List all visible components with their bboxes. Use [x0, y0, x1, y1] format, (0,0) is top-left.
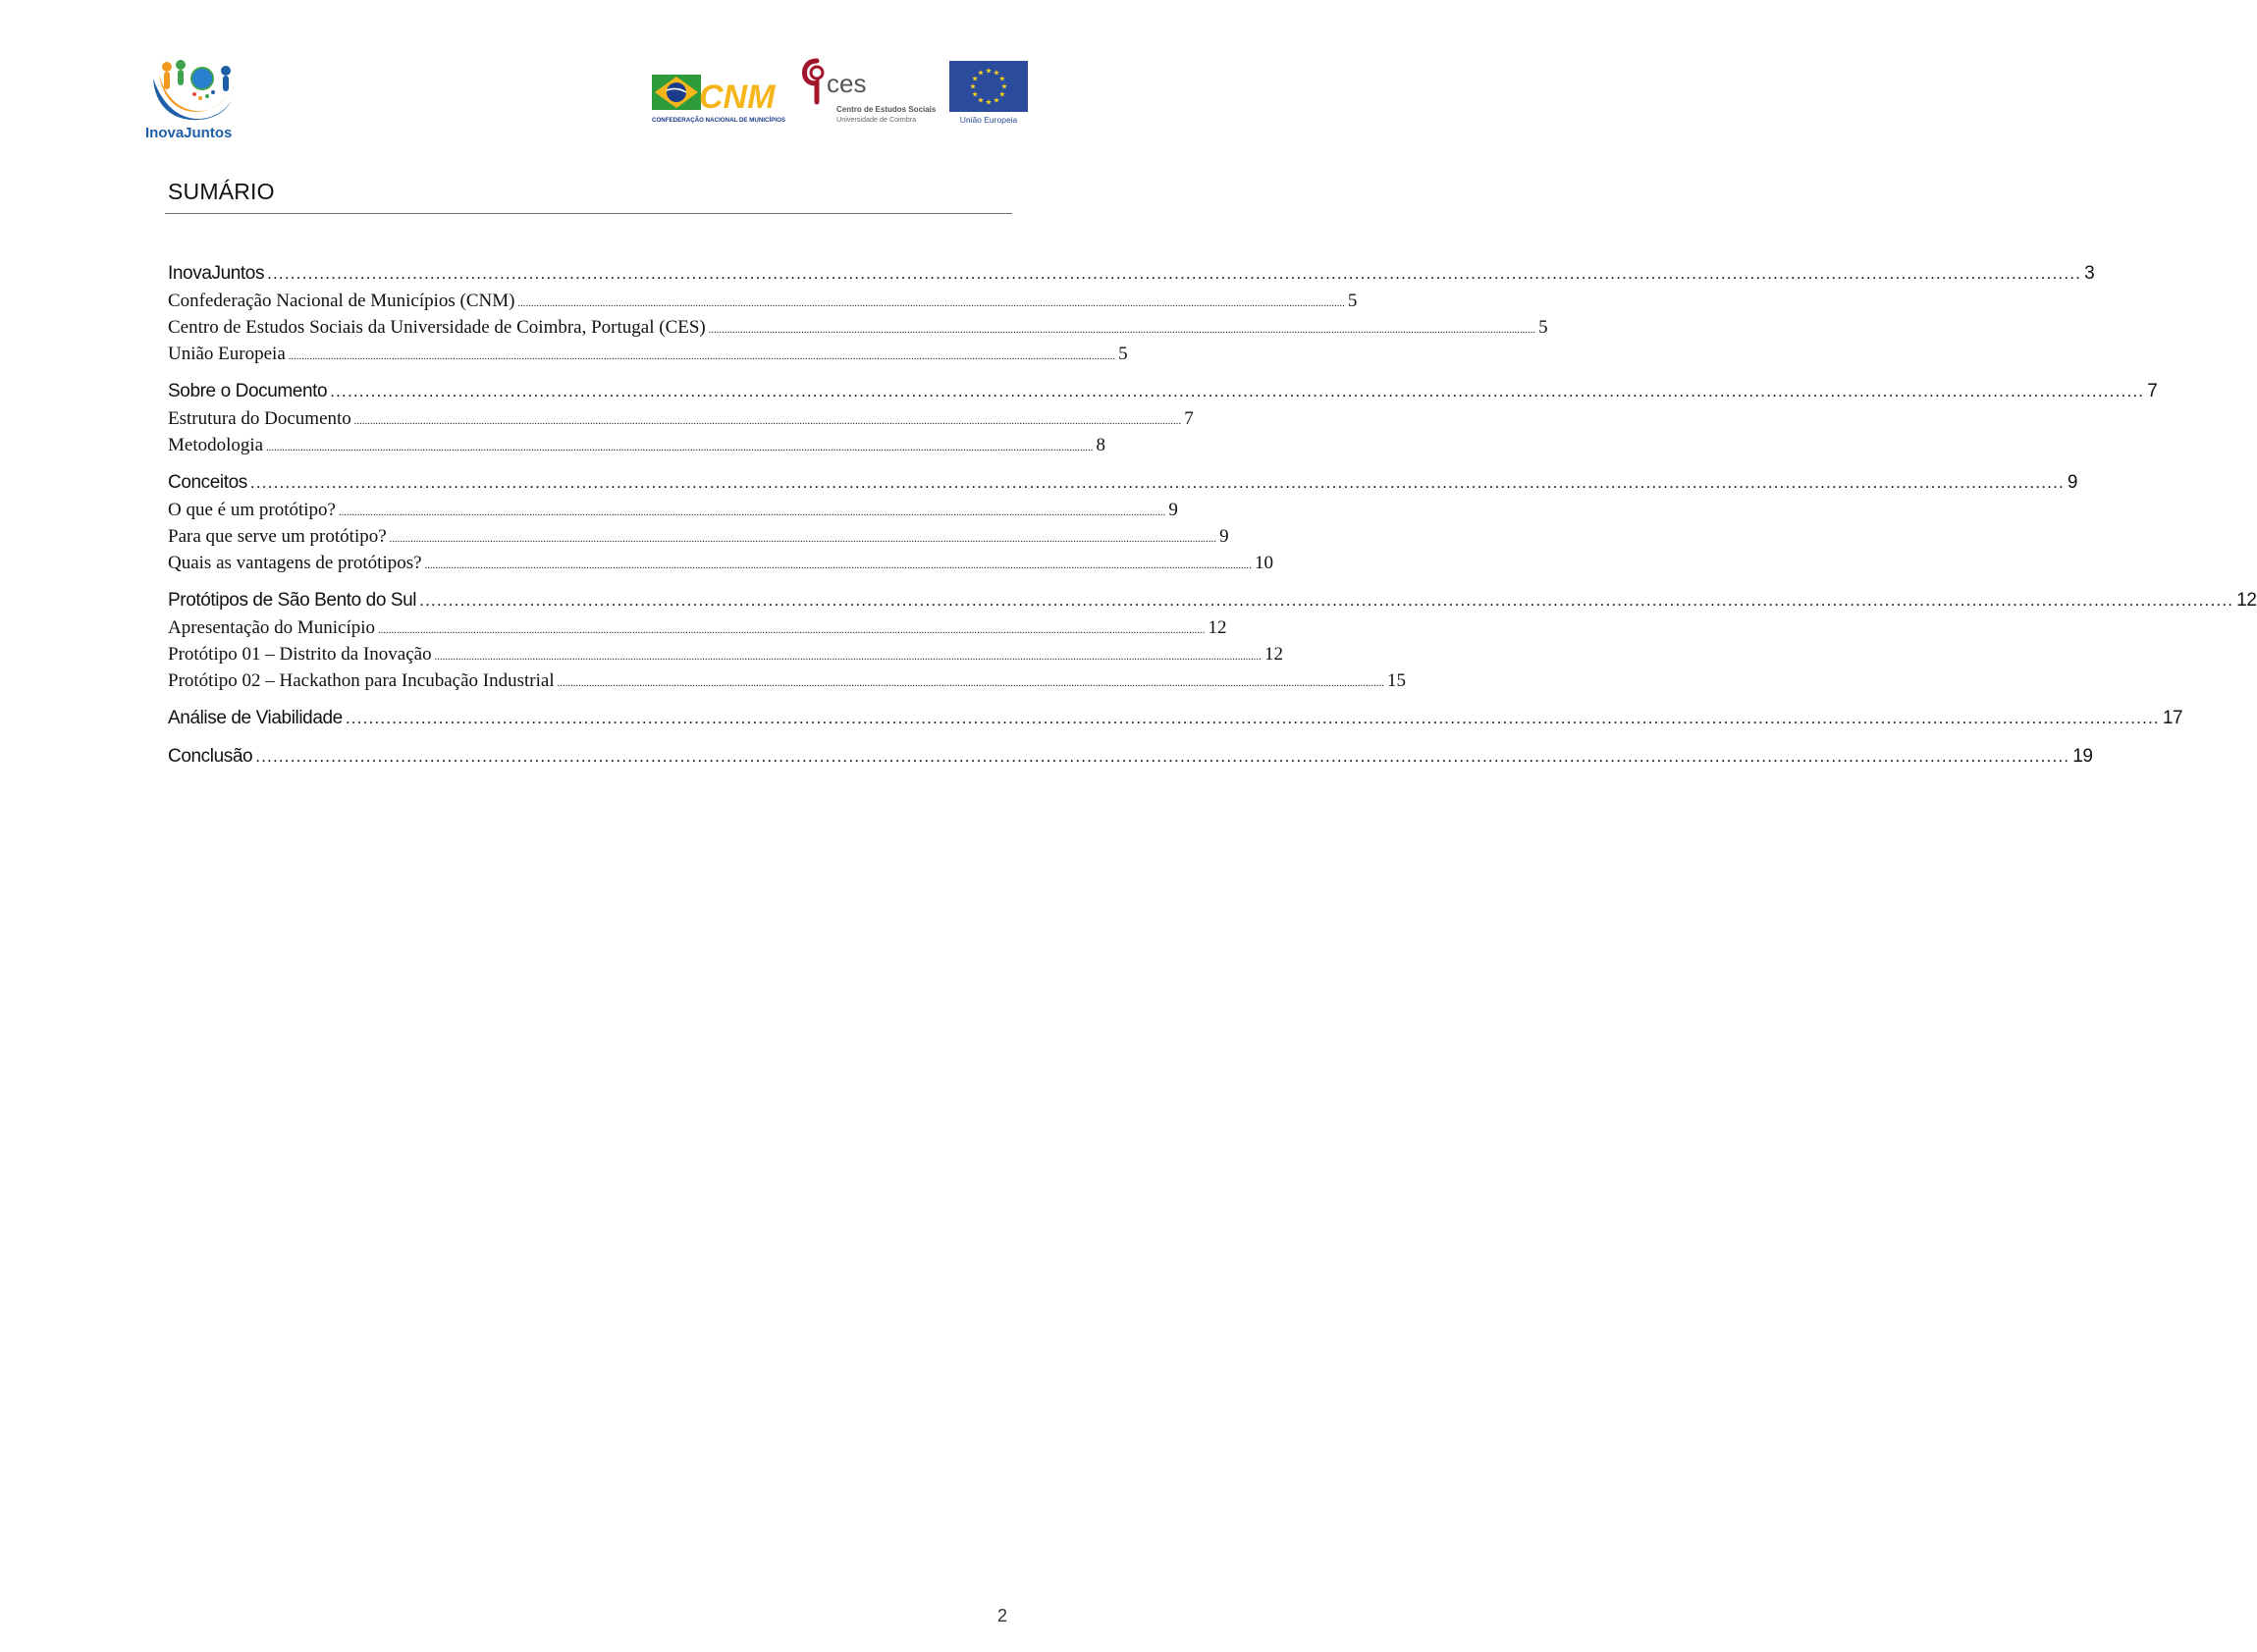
eu-star-icon: ★	[971, 74, 979, 83]
eu-star-icon: ★	[977, 95, 985, 105]
toc-heading-entry[interactable]	[168, 469, 2078, 497]
toc-entry-page: 9	[2067, 472, 2078, 493]
toc-subentry[interactable]	[168, 641, 1284, 667]
toc-entry-label: União Europeia	[168, 344, 286, 364]
toc-entry-page: 15	[1387, 670, 1407, 691]
toc-entry-label: Centro de Estudos Sociais da Universidade de Coimbra, Portugal (CES)	[168, 317, 706, 338]
toc-entry-label: InovaJuntos	[168, 263, 265, 284]
toc-entry-label: Conceitos	[168, 472, 247, 493]
toc-heading-entry[interactable]	[168, 260, 2095, 288]
toc-dot-leader	[289, 344, 1115, 370]
toc-dot-leader	[558, 670, 1384, 697]
toc-subentry[interactable]	[168, 614, 1227, 641]
toc-entry-label: Protótipo 02 – Hackathon para Incubação Industrial	[168, 670, 555, 691]
toc-subentry[interactable]	[168, 667, 1407, 694]
eu-logo	[949, 61, 1028, 126]
toc-dot-leader	[378, 617, 1205, 644]
toc-entry-label: Quais as vantagens de protótipos?	[168, 553, 422, 573]
toc-subentry[interactable]	[168, 314, 1548, 341]
toc-subentry[interactable]	[168, 497, 1178, 523]
toc-dot-leader	[518, 291, 1345, 317]
title-divider	[165, 213, 1012, 214]
toc-subentry[interactable]	[168, 523, 1229, 550]
svg-text:União Europeia: União Europeia	[959, 115, 1018, 125]
toc-entry-page: 5	[1347, 291, 1358, 311]
toc-dot-leader	[419, 587, 2233, 614]
toc-subentry[interactable]	[168, 550, 1273, 576]
toc-entry-label: O que é um protótipo?	[168, 500, 336, 520]
toc-dot-leader	[266, 435, 1093, 461]
eu-star-icon: ★	[998, 89, 1006, 99]
eu-star-icon: ★	[985, 66, 993, 76]
toc-entry-label: Conclusão	[168, 746, 253, 767]
toc-dot-leader	[390, 526, 1216, 553]
svg-text:CNM: CNM	[699, 79, 776, 116]
toc-entry-page: 10	[1254, 553, 1273, 573]
eu-star-icon: ★	[977, 68, 985, 78]
toc-group-gap	[168, 732, 1008, 743]
toc-entry-label: Protótipos de São Bento do Sul	[168, 590, 417, 611]
header-logos	[0, 0, 1168, 147]
toc-dot-leader	[267, 260, 2081, 288]
toc-subentry[interactable]	[168, 288, 1358, 314]
toc-dot-leader	[346, 705, 2160, 732]
toc-heading-entry[interactable]	[168, 743, 2093, 771]
toc-entry-page: 7	[1184, 408, 1194, 429]
toc-entry-page: 3	[2084, 263, 2095, 284]
toc-subentry[interactable]	[168, 405, 1194, 432]
eu-star-icon: ★	[969, 81, 977, 91]
toc-subentry[interactable]	[168, 432, 1106, 458]
eu-star-icon: ★	[993, 68, 1000, 78]
toc-entry-label: Confederação Nacional de Municípios (CNM)	[168, 291, 515, 311]
svg-text:Centro de Estudos Sociais: Centro de Estudos Sociais	[836, 105, 937, 114]
ces-logo	[803, 59, 937, 126]
toc-entry-label: Metodologia	[168, 435, 264, 455]
toc-entry-page: 9	[1168, 500, 1178, 520]
toc-entry-page: 5	[1118, 344, 1128, 364]
svg-text:CONFEDERAÇÃO NACIONAL DE MUNIC: CONFEDERAÇÃO NACIONAL DE MUNICÍPIOS	[652, 117, 786, 124]
toc-entry-label: Análise de Viabilidade	[168, 708, 343, 728]
toc-entry-page: 8	[1096, 435, 1106, 455]
toc-entry-label: Para que serve um protótipo?	[168, 526, 387, 547]
toc-dot-leader	[435, 644, 1262, 670]
toc-entry-page: 17	[2162, 708, 2183, 728]
page-title: SUMÁRIO	[168, 179, 275, 204]
toc-subentry[interactable]	[168, 341, 1128, 367]
toc-entry-page: 12	[1264, 644, 1284, 665]
eu-star-icon: ★	[985, 97, 993, 107]
toc-entry-label: Estrutura do Documento	[168, 408, 351, 429]
toc-entry-label: Apresentação do Município	[168, 617, 376, 638]
svg-text:ces: ces	[827, 69, 867, 98]
toc-heading-entry[interactable]	[168, 378, 2158, 405]
eu-star-icon: ★	[998, 74, 1006, 83]
eu-star-icon: ★	[993, 95, 1000, 105]
toc-dot-leader	[709, 317, 1535, 344]
toc-entry-page: 7	[2147, 381, 2158, 401]
toc-dot-leader	[339, 500, 1165, 526]
toc-dot-leader	[330, 378, 2144, 405]
toc-dot-leader	[255, 743, 2069, 771]
inovajuntos-logo	[145, 57, 243, 141]
toc-entry-label: Sobre o Documento	[168, 381, 328, 401]
toc-heading-entry[interactable]	[168, 587, 2257, 614]
eu-star-icon: ★	[971, 89, 979, 99]
toc-entry-page: 12	[2236, 590, 2257, 611]
cnm-logo	[652, 69, 786, 126]
page-number: 2	[997, 1606, 1008, 1625]
svg-text:InovaJuntos: InovaJuntos	[145, 125, 233, 141]
toc-entry-page: 5	[1538, 317, 1548, 338]
toc-entry-label: Protótipo 01 – Distrito da Inovação	[168, 644, 432, 665]
toc-heading-entry[interactable]	[168, 705, 2183, 732]
table-of-contents	[168, 260, 2257, 771]
eu-star-icon: ★	[1000, 81, 1008, 91]
toc-dot-leader	[354, 408, 1181, 435]
toc-entry-page: 19	[2072, 746, 2093, 767]
toc-dot-leader	[425, 553, 1252, 579]
toc-entry-page: 9	[1219, 526, 1229, 547]
toc-dot-leader	[250, 469, 2065, 497]
svg-text:Universidade de Coimbra: Universidade de Coimbra	[836, 115, 917, 124]
toc-entry-page: 12	[1208, 617, 1227, 638]
